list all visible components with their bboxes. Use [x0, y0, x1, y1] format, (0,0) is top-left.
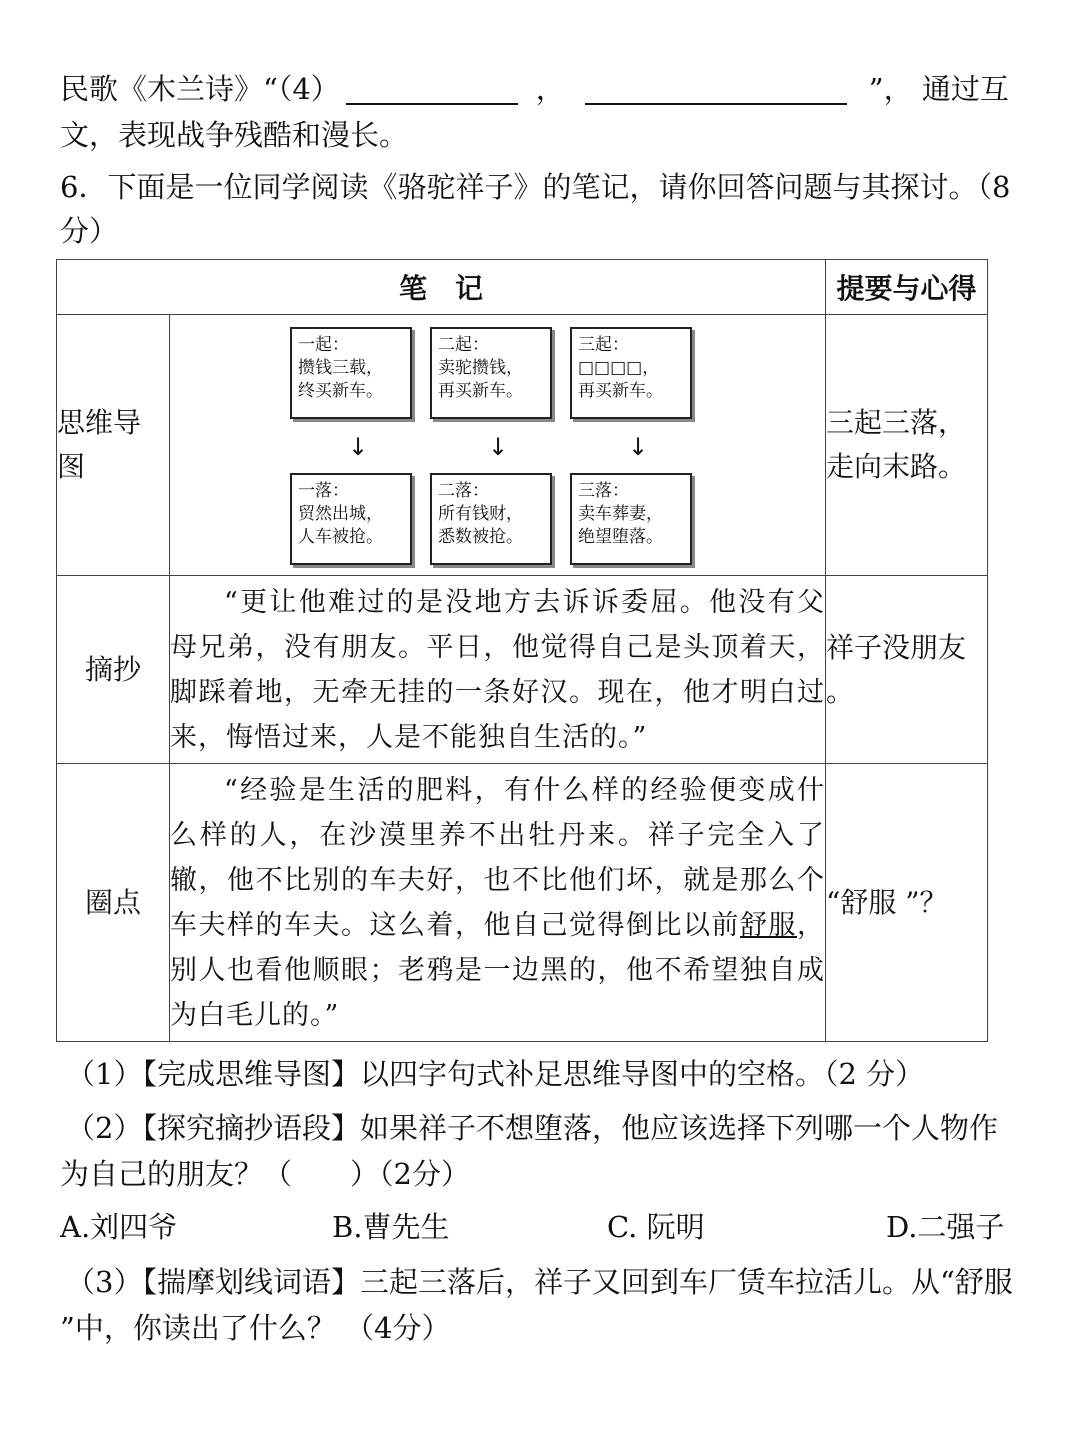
underlined-word: 舒服: [740, 909, 798, 941]
box-title: 三落：: [578, 481, 629, 501]
box-line: 卖车葬妻，: [578, 504, 663, 524]
mindmap-row: [57, 315, 988, 576]
mindmap-box-fall-2: [430, 473, 552, 565]
answer-blank-1[interactable]: [346, 73, 518, 105]
box-line: 贸然出城，: [298, 504, 383, 524]
q5-line2: 文，表现战争残酷和漫长。: [60, 118, 409, 152]
box-line: 再买新车。: [438, 381, 523, 401]
box-line: 悉数被抢。: [438, 527, 523, 547]
question-2-line2: 为自己的朋友？（ ）（2分）: [60, 1157, 470, 1191]
mindmap-box-rise-2: [430, 327, 552, 419]
mindmap-label-line2: 图: [57, 450, 86, 483]
excerpt-summary-line1: 祥子没朋友: [826, 630, 967, 664]
option-d[interactable]: D.二强子: [886, 1210, 1005, 1244]
mindmap-summary: [826, 315, 988, 576]
circle-row: [57, 764, 988, 1042]
box-title: 三起：: [578, 335, 629, 355]
q5-prefix: 民歌《木兰诗》“（4）: [60, 72, 340, 106]
box-title: 一起：: [298, 335, 349, 355]
mindmap-box-fall-1: [290, 473, 412, 565]
option-c[interactable]: C. 阮明: [607, 1210, 705, 1244]
circle-quote: [170, 764, 826, 1042]
q5-comma: ，: [535, 72, 565, 106]
box-line: 所有钱财，: [438, 504, 523, 524]
circle-quote-part1: “经验是生活的肥料，有什么样的经验便变成什么样的人，在沙漠里养不出牡丹来。祥子完全入了辙，他不比别的车夫好，也不比他们坏，就是那么个车夫样的车夫。这么着，他自己觉得倒比以前: [170, 774, 826, 941]
question-1: （1）【完成思维导图】以四字句式补足思维导图中的空格。（2 分）: [66, 1057, 925, 1091]
mindmap-summary-line1: 三起三落，: [826, 406, 967, 439]
q5-line1: [60, 67, 1009, 111]
notes-table: [56, 259, 988, 1042]
question-3-line2: ”中，你读出了什么？ （4分）: [60, 1311, 451, 1345]
option-b[interactable]: B.曹先生: [332, 1210, 450, 1244]
down-arrow-icon: ↓: [348, 433, 369, 461]
excerpt-row: [57, 576, 988, 764]
answer-blank-2[interactable]: [585, 73, 847, 105]
mindmap-summary-line2: 走向末路。: [826, 450, 967, 483]
q5-suffix: ”， 通过互: [868, 72, 1009, 106]
excerpt-quote: “更让他难过的是没地方去诉诉委屈。他没有父母兄弟，没有朋友。平日，他觉得自己是头顶着天，脚踩着地，无牵无挂的一条好汉。现在，他才明白过来，悔悟过来，人是不能独自生活的。”: [170, 576, 826, 764]
table-header-row: [57, 260, 988, 315]
circle-summary: “舒服 ”？: [826, 764, 988, 1042]
box-line: 攒钱三载，: [298, 358, 383, 378]
mindmap-box-fall-3: [570, 473, 692, 565]
mind-map: [170, 315, 826, 575]
question-2-line1: （2）【探究摘抄语段】如果祥子不想堕落，他应该选择下列哪一个人物作: [66, 1111, 998, 1145]
header-notes: 笔 记: [57, 260, 826, 315]
mindmap-box-rise-3: [570, 327, 692, 419]
circle-quote-part2: ，别人也看他顺眼；老鸦是一边黑的，他不希望独自成为白毛儿的。”: [170, 909, 826, 1031]
excerpt-summary-line2: 。: [826, 674, 855, 708]
excerpt-label: 摘抄: [57, 576, 170, 764]
mindmap-label-line1: 思维导: [57, 406, 142, 439]
question-3-line1: （3）【揣摩划线词语】三起三落后，祥子又回到车厂赁车拉活儿。从“舒服: [66, 1265, 1013, 1299]
box-line: 终买新车。: [298, 381, 383, 401]
mindmap-cell: [170, 315, 826, 576]
option-a[interactable]: A.刘四爷: [60, 1210, 178, 1244]
box-title: 一落：: [298, 481, 349, 501]
box-title: 二落：: [438, 481, 489, 501]
box-title: 二起：: [438, 335, 489, 355]
box-line: 绝望堕落。: [578, 527, 663, 547]
mindmap-box-rise-1: [290, 327, 412, 419]
circle-label: 圈点: [57, 764, 170, 1042]
q6-line2: 分）: [60, 214, 119, 248]
excerpt-summary: [826, 576, 988, 764]
mindmap-label: [57, 315, 170, 576]
down-arrow-icon: ↓: [628, 433, 649, 461]
box-line: 人车被抢。: [298, 527, 383, 547]
box-line: 再买新车。: [578, 381, 663, 401]
header-summary: 提要与心得: [826, 260, 988, 315]
box-line-blank[interactable]: □□□□，: [578, 358, 660, 378]
box-line: 卖驼攒钱，: [438, 358, 523, 378]
q6-line1: 6．下面是一位同学阅读《骆驼祥子》的笔记，请你回答问题与其探讨。（8: [60, 170, 1011, 204]
down-arrow-icon: ↓: [488, 433, 509, 461]
